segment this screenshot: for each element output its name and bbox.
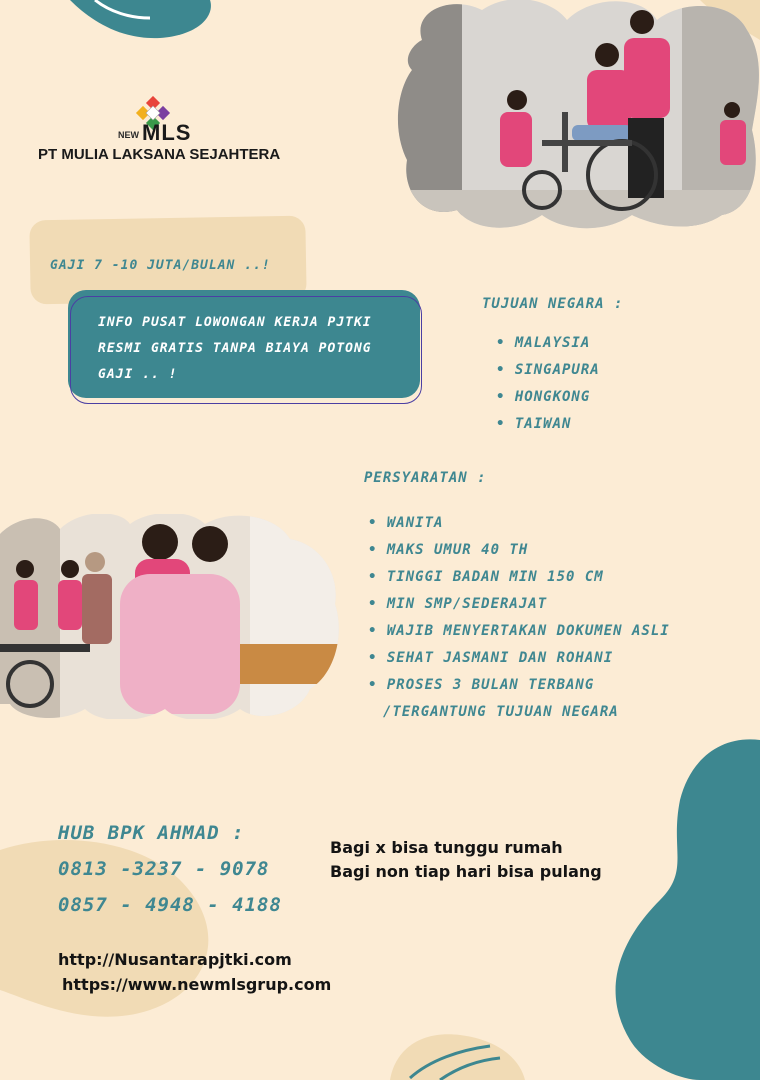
website-link[interactable]: http://Nusantarapjtki.com [58, 950, 292, 969]
list-item: • PROSES 3 BULAN TERBANG /TERGANTUNG TUJUAN NEGARA [368, 672, 688, 726]
list-item: • TAIWAN [496, 411, 600, 438]
destinations-list [496, 330, 600, 438]
list-item: • MIN SMP/SEDERAJAT [368, 591, 688, 618]
list-item: • WANITA [368, 510, 688, 537]
phone-number[interactable]: 0813 -3237 - 9078 [58, 858, 270, 880]
company-logo [38, 96, 281, 176]
company-name: PT MULIA LAKSANA SEJAHTERA [38, 146, 281, 163]
list-item: • TINGGI BADAN MIN 150 CM [368, 564, 688, 591]
list-item: • HONGKONG [496, 384, 600, 411]
training-photo-wheelchair [392, 0, 760, 230]
requirements-list [368, 510, 688, 726]
info-text: INFO PUSAT LOWONGAN KERJA PJTKI RESMI GRATIS TANPA BIAYA POTONG GAJI .. ! [98, 315, 372, 382]
logo-mls-text: MLS [142, 120, 192, 145]
list-item: • WAJIB MENYERTAKAN DOKUMEN ASLI [368, 618, 688, 645]
note-text: Bagi x bisa tunggu rumah [330, 838, 563, 857]
list-item: • MALAYSIA [496, 330, 600, 357]
contact-title: HUB BPK AHMAD : [58, 822, 245, 844]
list-item: • SEHAT JASMANI DAN ROHANI [368, 645, 688, 672]
training-photo-assist [0, 514, 340, 719]
website-link[interactable]: https://www.newmlsgrup.com [62, 975, 332, 994]
phone-number[interactable]: 0857 - 4948 - 4188 [58, 894, 282, 916]
logo-new-text: NEW [118, 130, 139, 140]
requirements-title: PERSYARATAN : [364, 470, 487, 486]
salary-text: GAJI 7 -10 JUTA/BULAN ..! [50, 258, 271, 273]
note-text: Bagi non tiap hari bisa pulang [330, 862, 602, 881]
list-item: • MAKS UMUR 40 TH [368, 537, 688, 564]
list-item: • SINGAPURA [496, 357, 600, 384]
destinations-title: TUJUAN NEGARA : [482, 296, 624, 312]
